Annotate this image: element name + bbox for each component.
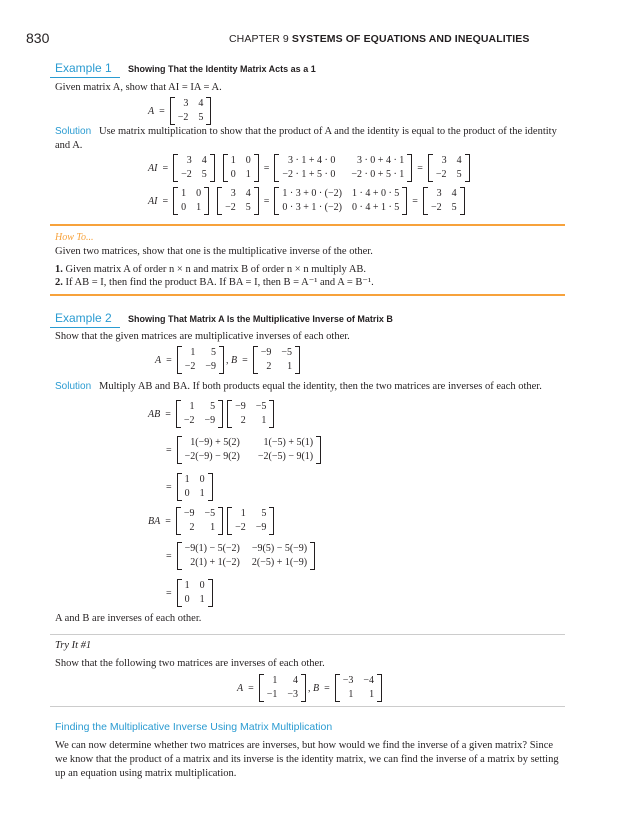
example-2-prompt: Show that the given matrices are multiplicative inverses of each other. (55, 331, 350, 342)
ab-product: AB = 1 5 −2 −9 −9 −5 2 1 (148, 400, 276, 428)
tryit-bottom-rule (50, 706, 565, 707)
example-2-matrices: A = 1 5 −2 −9 , B = −9 −5 2 1 (155, 346, 302, 374)
ba-product: BA = −9 −5 2 1 1 5 −2 −9 (148, 507, 276, 535)
example-1-matrix-A (148, 97, 213, 125)
example-1-prompt: Given matrix A, show that AI = IA = A. (55, 82, 222, 93)
matrix: 3 4 −2 5 (170, 97, 212, 125)
howto-step-2: 2. If AB = I, then find the product BA. If BA = I, then B = A⁻¹ and A = B⁻¹. (55, 277, 374, 288)
ba-expanded: = −9(1) − 5(−2) −9(5) − 5(−9) 2(1) + 1(−2) 2(−5) + 1(−9) (163, 542, 317, 570)
section-heading: Finding the Multiplicative Inverse Using Matrix Multiplication (55, 721, 333, 733)
howto-bottom-rule (50, 294, 565, 296)
ia-equation: AI = 1 0 0 1 3 4 −2 5 = 1 · 3 + 0 · (−2) 1 · 4 + 0 · 5 0 · 3 + 1 · (−2) 0 · 4 + 1 · 5 = 3 4 −2 5 (148, 187, 467, 215)
example-1-label: Example 1 (55, 61, 112, 75)
ai-equation: AI = 3 4 −2 5 1 0 0 1 = 3 · 1 + 4 · 0 3 · 0 + 4 · 1 −2 · 1 + 5 · 0 −2 · 0 + 5 · 1 = 3 4 −2 5 (148, 154, 472, 182)
example-1-solution (55, 125, 565, 153)
chapter-prefix: CHAPTER 9 (229, 33, 289, 45)
section-paragraph: We can now determine whether two matrices are inverses, but how would we find the inverse of a given matrix? Since we know that the product of a matrix and its inverse is the identity matrix, we can find the inverse of a matrix by setting up an equation using matrix multiplication. (55, 740, 559, 779)
tryit-prompt: Show that the following two matrices are inverses of each other. (55, 658, 325, 669)
label-A: A (148, 105, 155, 117)
example-2-label: Example 2 (55, 311, 112, 325)
chapter-title: SYSTEMS OF EQUATIONS AND INEQUALITIES (291, 33, 530, 45)
solution-text: Use matrix multiplication to show that the product of A and the identity is equal to the product of the identity and A. (55, 126, 557, 151)
ab-expanded: = 1(−9) + 5(2) 1(−5) + 5(1) −2(−9) − 9(2) −2(−5) − 9(1) (163, 436, 323, 464)
chapter-header (229, 33, 530, 45)
tryit-matrices: A = 1 4 −1 −3 , B = −3 −4 1 1 (237, 674, 384, 702)
example-2-underline (50, 327, 120, 328)
howto-top-rule (50, 224, 565, 226)
howto-step-1: 1. Given matrix A of order n × n and matrix B of order n × n multiply AB. (55, 264, 367, 275)
tryit-top-rule (50, 634, 565, 635)
tryit-label: Try It #1 (55, 640, 92, 651)
example-1-underline (50, 77, 120, 78)
ba-identity: = 1 0 0 1 (163, 579, 215, 607)
example-2-conclusion: A and B are inverses of each other. (55, 613, 202, 624)
equals: = (159, 105, 165, 117)
solution-label: Solution (55, 126, 92, 137)
howto-label: How To... (55, 232, 94, 243)
page-number: 830 (26, 30, 50, 46)
example-2-solution: Solution Multiply AB and BA. If both products equal the identity, then the two matrices are inverses of each other. (55, 381, 542, 392)
howto-intro: Given two matrices, show that one is the multiplicative inverse of the other. (55, 246, 373, 257)
ab-identity: = 1 0 0 1 (163, 473, 215, 501)
example-2-title: Showing That Matrix A Is the Multiplicative Inverse of Matrix B (128, 314, 393, 324)
example-1-title: Showing That the Identity Matrix Acts as a 1 (128, 64, 316, 74)
